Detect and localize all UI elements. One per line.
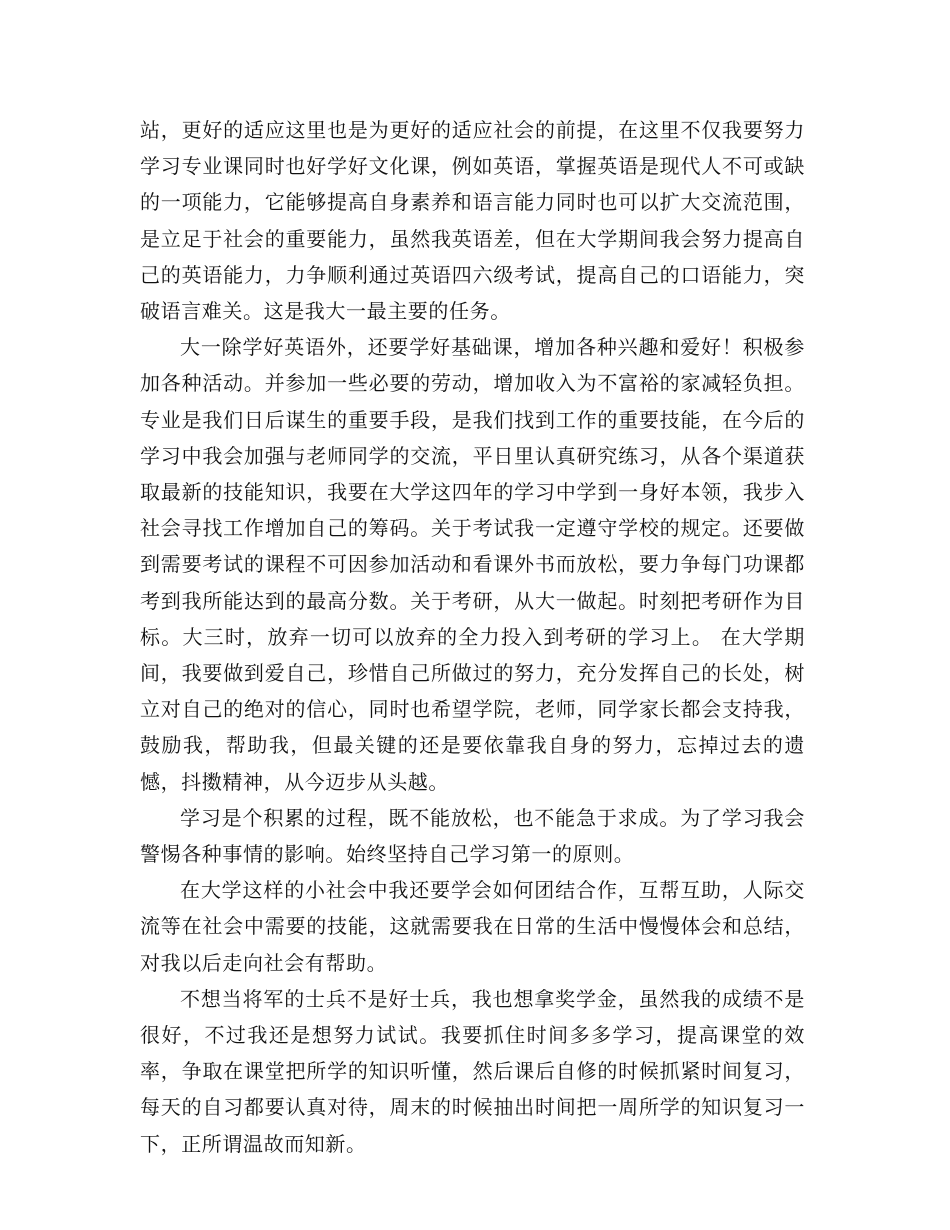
paragraph-4: 在大学这样的小社会中我还要学会如何团结合作，互帮互助，人际交流等在社会中需要的技能，这就需要我在日常的生活中慢慢体会和总结，对我以后走向社会有帮助。 <box>140 878 805 975</box>
paragraph-3: 学习是个积累的过程，既不能放松，也不能急于求成。为了学习我会警惕各种事情的影响。始终坚持自己学习第一的原则。 <box>140 805 805 867</box>
paragraph-2: 大一除学好英语外，还要学好基础课，增加各种兴趣和爱好！积极参加各种活动。并参加一些必要的劳动，增加收入为不富裕的家减轻负担。专业是我们日后谋生的重要手段，是我们找到工作的重要技能，在今后的学习中我会加强与老师同学的交流，平日里认真研究练习，从各个渠道获取最新的技能知识，我要在大学这四年的学习中学到一身好本领，我步入社会寻找工作增加自己的筹码。关于考试我一定遵守学校的规定。还要做到需要考试的课程不可因参加活动和看课外书而放松，要力争每门功课都考到我所能达到的最高分数。关于考研，从大一做起。时刻把考研作为目标。大三时，放弃一切可以放弃的全力投入到考研的学习上。 在大学期间，我要做到爱自己，珍惜自己所做过的努力，充分发挥自己的长处，树立对自己的绝对的信心，同时也希望学院，老师，同学家长都会支持我，鼓励我，帮助我，但最关键的还是要依靠我自身的努力，忘掉过去的遗憾，抖擞精神，从今迈步从头越。 <box>140 335 805 794</box>
document-body <box>140 112 805 1162</box>
paragraph-5: 不想当将军的士兵不是好士兵，我也想拿奖学金，虽然我的成绩不是很好，不过我还是想努力试试。我要抓住时间多多学习，提高课堂的效率，争取在课堂把所学的知识听懂，然后课后自修的时候抓紧时间复习，每天的自习都要认真对待，周末的时候抽出时间把一周所学的知识复习一下，正所谓温故而知新。 <box>140 986 805 1156</box>
paragraph-1: 站，更好的适应这里也是为更好的适应社会的前提，在这里不仅我要努力学习专业课同时也好学好文化课，例如英语，掌握英语是现代人不可或缺的一项能力，它能够提高自身素养和语言能力同时也可以扩大交流范围，是立足于社会的重要能力，虽然我英语差，但在大学期间我会努力提高自己的英语能力，力争顺利通过英语四六级考试，提高自己的口语能力，突破语言难关。这是我大一最主要的任务。 <box>140 118 805 324</box>
